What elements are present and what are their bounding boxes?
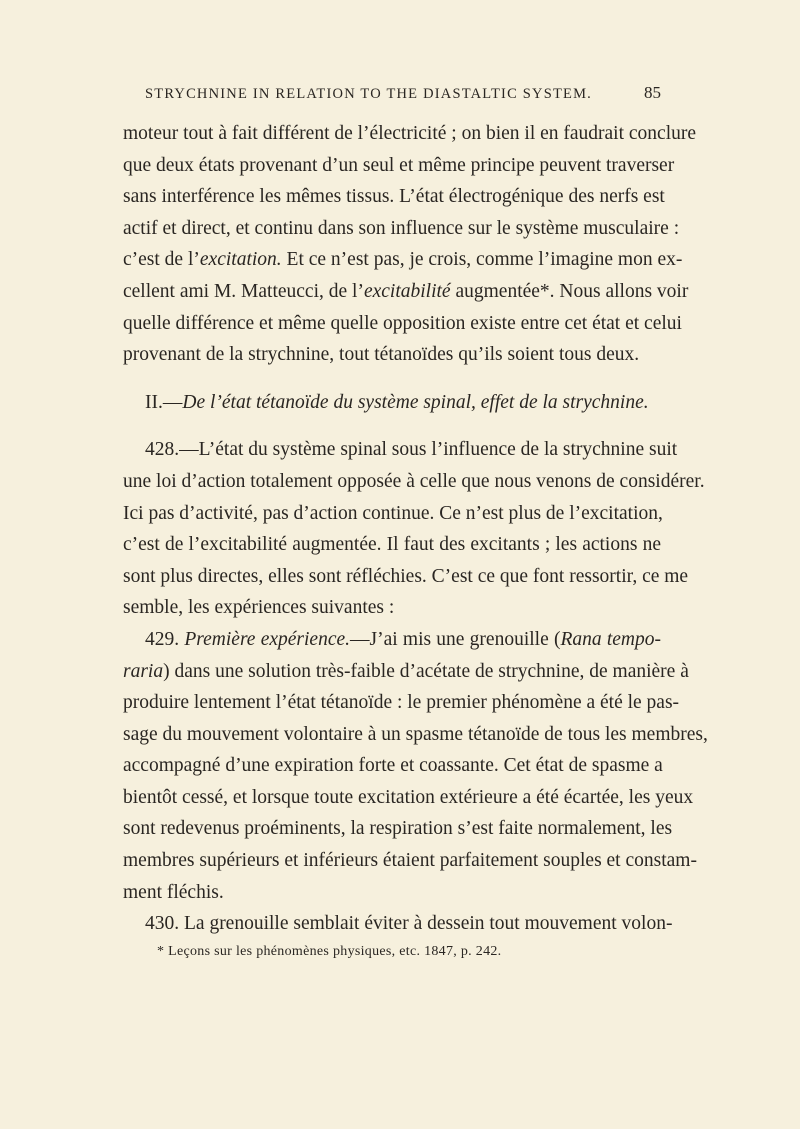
paragraph-number: 429.	[145, 628, 185, 650]
italic-experiment-title: Première expérience.	[184, 628, 351, 650]
text-line: sont redevenus proéminents, la respiration s’est faite normalement, les	[123, 818, 673, 840]
running-title: STRYCHNINE IN RELATION TO THE DIASTALTIC SYSTEM.	[145, 86, 593, 102]
text-line	[123, 276, 689, 308]
italic-term-excitation: excitation.	[199, 249, 282, 271]
section-title: De l’état tétanoïde du système spinal, effet de la strychnine.	[182, 391, 649, 413]
text-line: moteur tout à fait différent de l’électricité ; on bien il en faudrait conclure	[123, 123, 697, 144]
paragraph-428	[123, 434, 705, 624]
text-line: sont plus directes, elles sont réfléchies. C’est ce que font ressortir, ce me	[123, 565, 689, 587]
italic-term-excitabilite: excitabilité	[363, 280, 451, 302]
text-line: que deux états provenant d’un seul et même principe peuvent traverser	[123, 154, 675, 176]
italic-species-name: Rana tempo-	[560, 628, 662, 650]
text-line: accompagné d’une expiration forte et coassante. Cet état de spasme a	[123, 755, 663, 777]
text-line: actif et direct, et continu dans son influence sur le système musculaire :	[123, 217, 680, 239]
page-number: 85	[644, 83, 661, 102]
text-line: semble, les expériences suivantes :	[123, 597, 395, 619]
text-line	[123, 656, 689, 688]
text-span: Et ce n’est pas, je crois, comme l’imagine mon ex-	[281, 249, 683, 271]
text-line: Ici pas d’activité, pas d’action continue. Ce n’est plus de l’excitation,	[123, 502, 663, 524]
text-line: membres supérieurs et inférieurs étaient parfaitement souples et constam-	[123, 850, 697, 872]
text-span: cellent ami M. Matteucci, de l’	[123, 280, 364, 302]
text-line: produire lentement l’état tétanoïde : le premier phénomène a été le pas-	[123, 692, 680, 714]
text-line: sage du mouvement volontaire à un spasme tétanoïde de tous les membres,	[123, 723, 708, 745]
section-number: II.—	[145, 391, 183, 413]
text-span: ) dans une solution très-faible d’acétate de strychnine, de manière à	[163, 660, 689, 682]
text-line	[123, 624, 661, 656]
footnote: * Leçons sur les phénomènes physiques, etc. 1847, p. 242.	[157, 943, 502, 959]
text-line: une loi d’action totalement opposée à celle que nous venons de considérer.	[123, 470, 705, 492]
text-line	[123, 244, 683, 276]
text-line: provenant de la strychnine, tout tétanoïdes qu’ils soient tous deux.	[123, 344, 640, 366]
text-line: quelle différence et même quelle opposition existe entre cet état et celui	[123, 312, 682, 334]
section-heading	[123, 387, 661, 419]
spacer	[123, 418, 661, 434]
text-line: c’est de l’excitabilité augmentée. Il faut des excitants ; les actions ne	[123, 534, 661, 556]
text-line: sans interférence les mêmes tissus. L’état électrogénique des nerfs est	[123, 186, 665, 208]
paragraph-intro	[123, 118, 697, 371]
spacer	[123, 371, 661, 387]
text-line: ment fléchis.	[123, 881, 224, 903]
paragraph-429	[123, 624, 708, 908]
italic-species-name: raria	[123, 660, 164, 682]
text-span: augmentée*. Nous allons voir	[450, 280, 689, 302]
text-span: c’est de l’	[123, 249, 200, 271]
text-span: —J’ai mis une grenouille (	[350, 628, 561, 650]
text-line: 428.—L’état du système spinal sous l’influence de la strychnine suit	[145, 439, 678, 461]
page-body	[123, 118, 708, 964]
text-line: bientôt cessé, et lorsque toute excitation extérieure a été écartée, les yeux	[123, 786, 694, 808]
paragraph-430	[123, 908, 673, 940]
text-line: 430. La grenouille semblait éviter à dessein tout mouvement volon-	[145, 913, 673, 935]
